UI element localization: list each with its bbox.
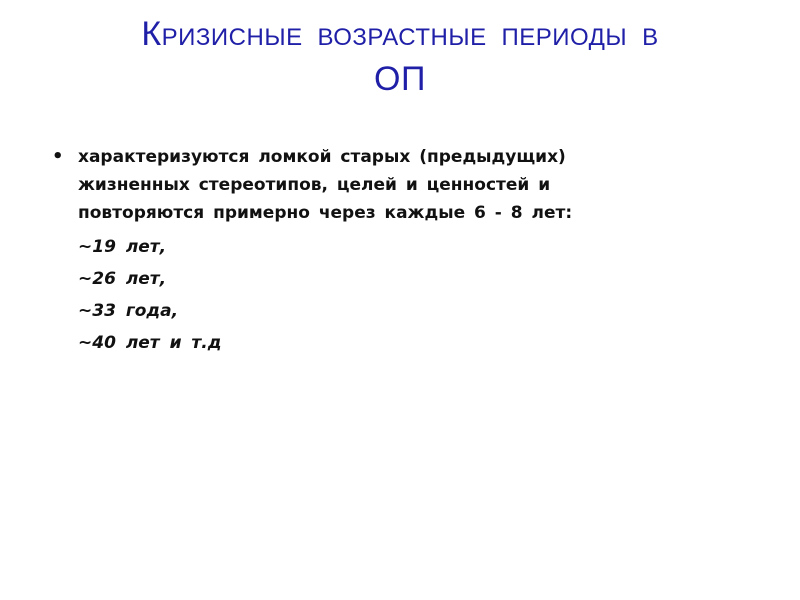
- bullet-text-line-3: повторяются примерно через каждые 6 - 8 лет:: [78, 203, 573, 223]
- slide-title-line-1: Кризисные возрастные периоды в: [141, 15, 659, 53]
- slide-body: [52, 143, 752, 355]
- age-list: [52, 236, 752, 355]
- age-item-26: ~26 лет,: [78, 269, 167, 289]
- bullet-dot-icon: •: [52, 146, 64, 167]
- slide-title-line-2: ОП: [374, 60, 426, 98]
- bullet-text: [78, 143, 572, 227]
- age-item-33: ~33 года,: [78, 301, 179, 321]
- age-item-19: ~19 лет,: [78, 237, 167, 257]
- age-item-40: ~40 лет и т.д: [78, 333, 222, 353]
- bullet-text-line-2: жизненных стереотипов, целей и ценностей и: [78, 175, 551, 195]
- bullet-text-line-1: характеризуются ломкой старых (предыдущих): [78, 147, 566, 167]
- bullet-item: [52, 143, 752, 227]
- slide-title: [40, 12, 760, 102]
